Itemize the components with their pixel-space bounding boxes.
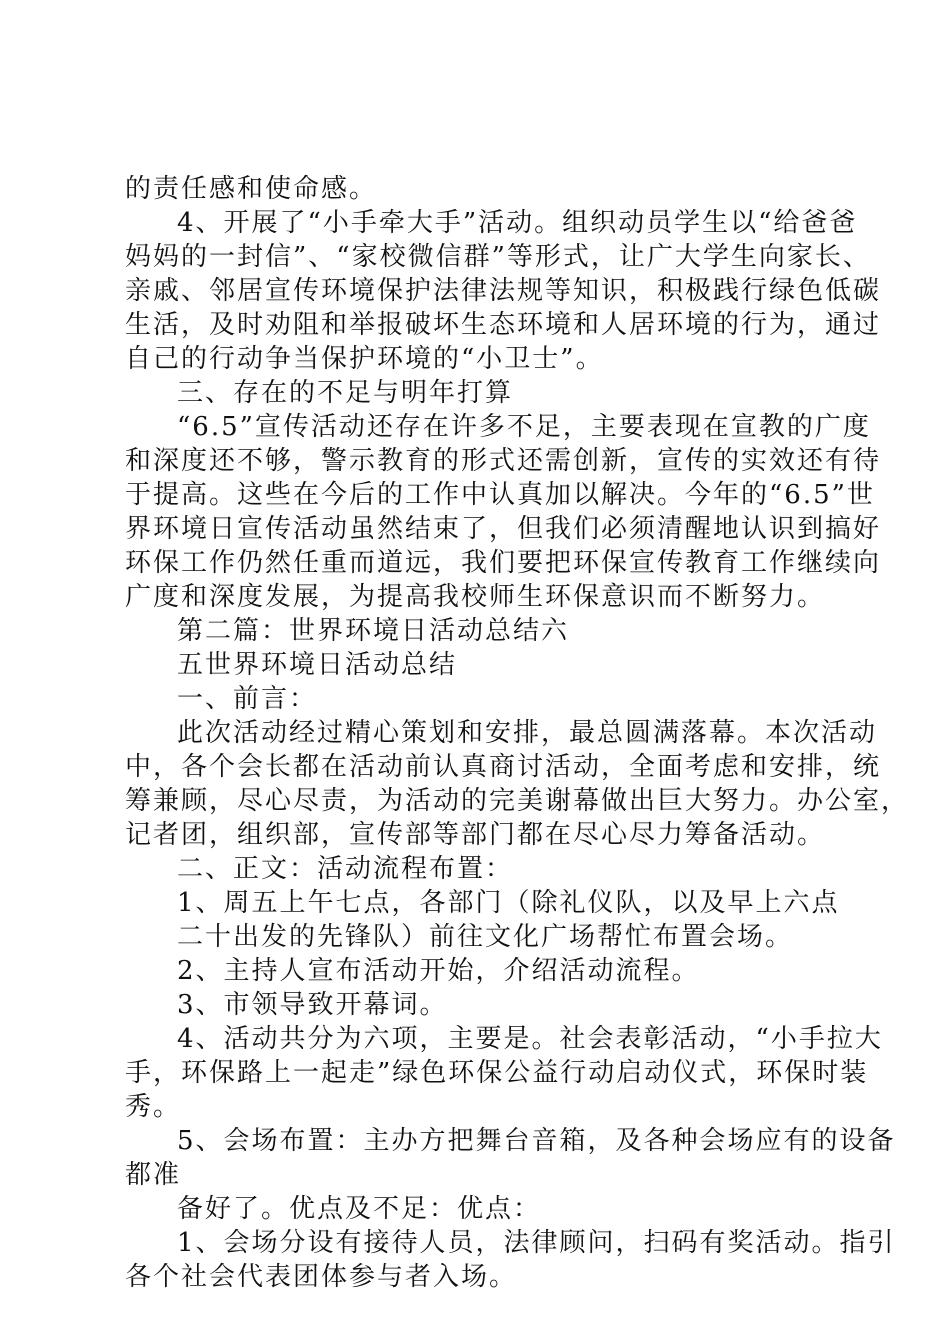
text-line: 广度和深度发展，为提高我校师生环保意识而不断努力。	[125, 582, 826, 612]
text-line: 5、会场布置：主办方把舞台音箱，及各种会场应有的设备	[177, 1126, 896, 1156]
text-line: 中，各个会长都在活动前认真商讨活动，全面考虑和安排，统	[125, 752, 882, 782]
text-line: 自己的行动争当保护环境的“小卫士”。	[125, 344, 604, 374]
section-heading: 五世界环境日活动总结	[177, 650, 458, 680]
text-line: 二十出发的先锋队）前往文化广场帮忙布置会场。	[177, 922, 794, 952]
text-line: 此次活动经过精心策划和安排，最总圆满落幕。本次活动	[177, 718, 878, 748]
section-heading: 三、存在的不足与明年打算	[177, 378, 514, 408]
text-line: 备好了。优点及不足：优点：	[177, 1194, 542, 1224]
section-heading: 一、前言：	[177, 684, 318, 714]
text-line: 秀。	[125, 1092, 182, 1122]
text-line: 生活，及时劝阻和举报破坏生态环境和人居环境的行为，通过	[125, 310, 882, 340]
text-line: 筹兼顾，尽心尽责，为活动的完美谢幕做出巨大努力。办公室，	[125, 786, 910, 816]
text-line: 都准	[125, 1160, 182, 1190]
text-line: “6.5”宣传活动还存在许多不足，主要表现在宣教的广度	[177, 412, 871, 442]
text-line: 4、开展了“小手牵大手”活动。组织动员学生以“给爸爸	[177, 208, 858, 238]
text-line: 亲戚、邻居宣传环境保护法律法规等知识，积极践行绿色低碳	[125, 276, 882, 306]
text-line: 妈妈的一封信”、“家校微信群”等形式，让广大学生向家长、	[125, 242, 871, 272]
text-line: 界环境日宣传活动虽然结束了，但我们必须清醒地认识到搞好	[125, 514, 882, 544]
text-line: 环保工作仍然任重而道远，我们要把环保宣传教育工作继续向	[125, 548, 882, 578]
text-line: 4、活动共分为六项，主要是。社会表彰活动，“小手拉大	[177, 1024, 883, 1054]
text-line: 于提高。这些在今后的工作中认真加以解决。今年的“6.5”世	[125, 480, 875, 510]
text-line: 2、主持人宣布活动开始，介绍活动流程。	[177, 956, 700, 986]
text-line: 的责任感和使命感。	[125, 174, 378, 204]
section-heading: 二、正文：活动流程布置：	[177, 854, 514, 884]
text-line: 1、周五上午七点，各部门（除礼仪队，以及早上六点	[177, 888, 840, 918]
text-line: 记者团，组织部，宣传部等部门都在尽心尽力筹备活动。	[125, 820, 826, 850]
text-line: 3、市领导致开幕词。	[177, 990, 448, 1020]
text-line: 手，环保路上一起走”绿色环保公益行动启动仪式，环保时装	[125, 1058, 869, 1088]
text-line: 和深度还不够，警示教育的形式还需创新，宣传的实效还有待	[125, 446, 882, 476]
section-heading: 第二篇：世界环境日活动总结六	[177, 616, 570, 646]
text-line: 各个社会代表团体参与者入场。	[125, 1262, 518, 1292]
text-line: 1、会场分设有接待人员，法律顾问，扫码有奖活动。指引	[177, 1228, 896, 1258]
